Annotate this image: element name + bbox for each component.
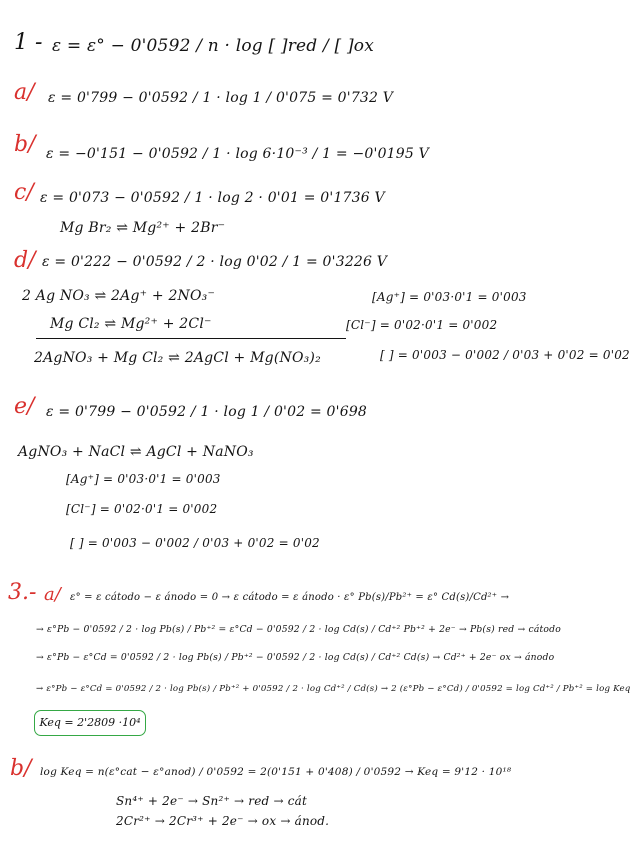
- problem-3-step-3: → ε°Pb − ε°Cd = 0'0592 / 2 · log Pb(s) / Pb⁺² + 0'0592 / 2 · log Cd⁺² / Cd(s) → 2 (ε°Pb − ε°Cd) / 0'0592 = log Cd⁺² / Pb⁺² = log Keq: [36, 684, 630, 694]
- part-a-equation: ε = 0'799 − 0'0592 / 1 · log 1 / 0'075 = 0'732 V: [48, 90, 394, 106]
- problem-3a-label: a/: [44, 584, 61, 605]
- part-d-equation: ε = 0'222 − 0'0592 / 2 · log 0'02 / 1 = 0'3226 V: [42, 254, 388, 270]
- problem-3-step-2: → ε°Pb − ε°Cd = 0'0592 / 2 · log Pb(s) / Pb⁺² − 0'0592 / 2 · log Cd(s) / Cd⁺² Cd(s) → Cd²⁺ + 2e⁻ ox → ánodo: [36, 652, 555, 663]
- problem-3-equilibrium-condition: ε° = ε cátodo − ε ánodo = 0 → ε cátodo = ε ánodo · ε° Pb(s)/Pb²⁺ = ε° Cd(s)/Cd²⁺ →: [70, 592, 510, 603]
- problem-3-label: 3.-: [8, 580, 37, 605]
- part-e-cl-concentration: [Cl⁻] = 0'02·0'1 = 0'002: [66, 502, 218, 516]
- part-e-equation: ε = 0'799 − 0'0592 / 1 · log 1 / 0'02 = 0'698: [46, 404, 368, 420]
- problem-3b-oxidation: 2Cr²⁺ → 2Cr³⁺ + 2e⁻ → ox → ánod.: [116, 814, 330, 828]
- part-d-reaction-2: Mg Cl₂ ⇌ Mg²⁺ + 2Cl⁻: [50, 316, 212, 332]
- part-d-label: d/: [14, 248, 36, 273]
- problem-3-step-1: → ε°Pb − 0'0592 / 2 · log Pb(s) / Pb⁺² = ε°Cd − 0'0592 / 2 · log Cd(s) / Cd⁺² Pb⁺² + 2e⁻ → Pb(s) red → cátodo: [36, 624, 561, 635]
- part-d-overall-reaction: 2AgNO₃ + Mg Cl₂ ⇌ 2AgCl + Mg(NO₃)₂: [34, 350, 321, 366]
- part-e-ag-concentration: [Ag⁺] = 0'03·0'1 = 0'003: [66, 472, 221, 486]
- part-e-label: e/: [14, 394, 35, 419]
- part-d-cl-concentration: [Cl⁻] = 0'02·0'1 = 0'002: [346, 318, 498, 332]
- problem-3b-equation: log Keq = n(ε°cat − ε°anod) / 0'0592 = 2(0'151 + 0'408) / 0'0592 → Keq = 9'12 · 10¹⁸: [40, 766, 512, 778]
- keq-result-box: Keq = 2'2809 ·10⁴: [34, 710, 146, 736]
- part-d-excess-concentration: [ ] = 0'003 − 0'002 / 0'03 + 0'02 = 0'02: [380, 348, 630, 362]
- part-e-excess-concentration: [ ] = 0'003 − 0'002 / 0'03 + 0'02 = 0'02: [70, 536, 320, 550]
- part-c-label: c/: [14, 180, 34, 205]
- general-nernst-equation: ε = ε° − 0'0592 / n · log [ ]red / [ ]ox: [52, 36, 375, 56]
- part-b-equation: ε = −0'151 − 0'0592 / 1 · log 6·10⁻³ / 1 = −0'0195 V: [46, 146, 429, 162]
- part-d-sum-rule: [36, 338, 346, 339]
- problem-3b-reduction: Sn⁴⁺ + 2e⁻ → Sn²⁺ → red → cát: [116, 794, 308, 808]
- part-c-dissociation: Mg Br₂ ⇌ Mg²⁺ + 2Br⁻: [60, 220, 226, 236]
- problem-3b-label: b/: [10, 756, 32, 781]
- part-b-label: b/: [14, 132, 36, 157]
- part-c-equation: ε = 0'073 − 0'0592 / 1 · log 2 · 0'01 = 0'1736 V: [40, 190, 385, 206]
- part-a-label: a/: [14, 80, 35, 105]
- part-d-ag-concentration: [Ag⁺] = 0'03·0'1 = 0'003: [372, 290, 527, 304]
- part-d-reaction-1: 2 Ag NO₃ ⇌ 2Ag⁺ + 2NO₃⁻: [22, 288, 216, 304]
- problem-1-label: 1 -: [14, 30, 43, 55]
- part-e-reaction: AgNO₃ + NaCl ⇌ AgCl + NaNO₃: [18, 444, 254, 460]
